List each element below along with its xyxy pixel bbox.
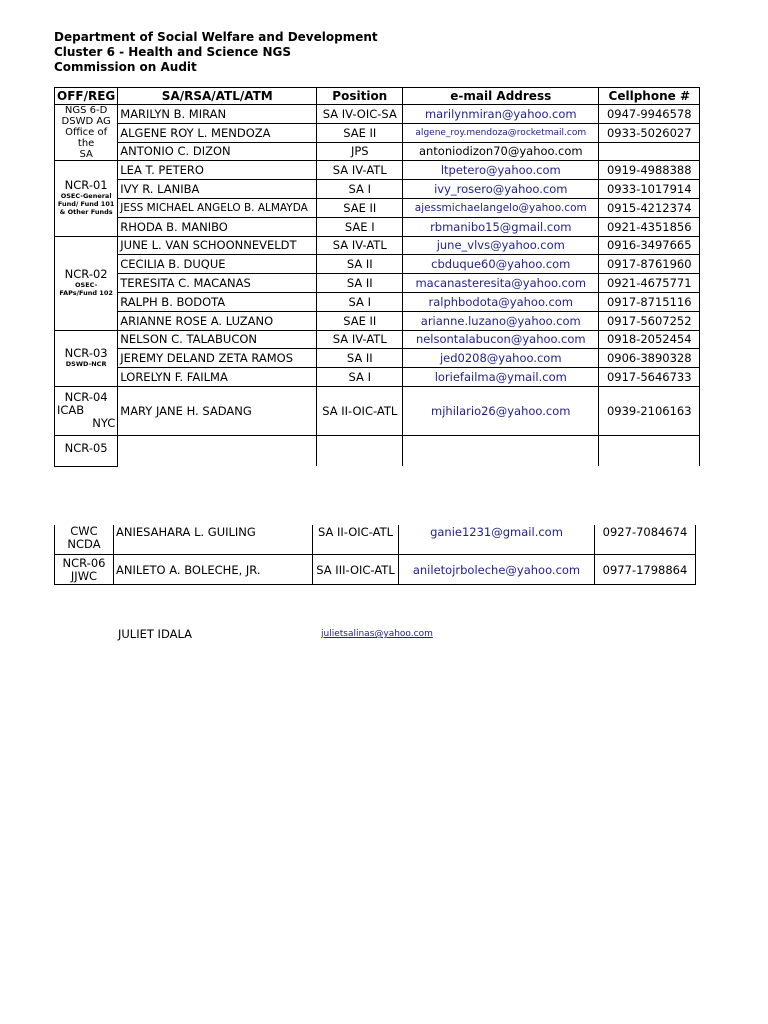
name-cell: ANIESAHARA L. GUILING bbox=[114, 525, 313, 555]
email-cell[interactable]: arianne.luzano@yahoo.com bbox=[403, 311, 599, 330]
office-cell-ngs6d bbox=[55, 105, 118, 161]
commission-title: Commission on Audit bbox=[54, 60, 197, 74]
phone-cell: 0933-1017914 bbox=[599, 180, 700, 199]
position-cell: SA II bbox=[317, 255, 403, 274]
table-row-cutoff bbox=[55, 435, 700, 466]
name-cell: JEREMY DELAND ZETA RAMOS bbox=[118, 349, 317, 368]
office-cell-ncr01 bbox=[55, 161, 118, 236]
table-row bbox=[55, 180, 700, 199]
table-row bbox=[55, 330, 700, 349]
phone-cell: 0917-5646733 bbox=[599, 368, 700, 387]
name-cell: ANILETO A. BOLECHE, JR. bbox=[114, 555, 313, 585]
name-cell: JUNE L. VAN SCHOONNEVELDT bbox=[118, 236, 317, 255]
name-cell: LEA T. PETERO bbox=[118, 161, 317, 180]
position-cell: JPS bbox=[317, 142, 403, 161]
phone-cell: 0916-3497665 bbox=[599, 236, 700, 255]
table-row bbox=[55, 217, 700, 236]
name-cell: CECILIA B. DUQUE bbox=[118, 255, 317, 274]
phone-cell bbox=[599, 142, 700, 161]
email-cell[interactable]: rbmanibo15@gmail.com bbox=[403, 217, 599, 236]
office-line: NYC bbox=[92, 416, 116, 431]
office-code: NCR-01 bbox=[64, 178, 108, 193]
office-line: NGS 6-D bbox=[64, 105, 108, 117]
email-cell[interactable]: macanasteresita@yahoo.com bbox=[403, 274, 599, 293]
directory-table bbox=[54, 87, 700, 467]
col-header-name: SA/RSA/ATL/ATM bbox=[118, 88, 317, 105]
header-row bbox=[55, 88, 700, 105]
table-row bbox=[55, 255, 700, 274]
position-cell: SA I bbox=[317, 368, 403, 387]
email-cell[interactable]: marilynmiran@yahoo.com bbox=[403, 105, 599, 124]
name-cell: ANTONIO C. DIZON bbox=[118, 142, 317, 161]
office-code: NCR-02 bbox=[64, 267, 108, 282]
department-title: Department of Social Welfare and Development bbox=[54, 30, 378, 44]
table-row bbox=[55, 142, 700, 161]
name-cell: RALPH B. BODOTA bbox=[118, 292, 317, 311]
email-cell[interactable]: ralphbodota@yahoo.com bbox=[403, 292, 599, 311]
email-cell[interactable]: aniletojrboleche@yahoo.com bbox=[399, 555, 595, 585]
name-cell: JESS MICHAEL ANGELO B. ALMAYDA bbox=[118, 198, 317, 217]
position-cell: SAE II bbox=[317, 198, 403, 217]
email-cell[interactable]: ajessmichaelangelo@yahoo.com bbox=[403, 198, 599, 217]
office-line: NCDA bbox=[67, 537, 101, 551]
office-cell-ncr02 bbox=[55, 236, 118, 330]
name-cell: RHODA B. MANIBO bbox=[118, 217, 317, 236]
position-cell: SA III-OIC-ATL bbox=[313, 555, 399, 585]
table-row bbox=[55, 198, 700, 217]
col-header-position: Position bbox=[317, 88, 403, 105]
office-cell-ncr03 bbox=[55, 330, 118, 386]
phone-cell: 0917-8761960 bbox=[599, 255, 700, 274]
office-cell-ncr06 bbox=[55, 555, 114, 585]
table-row bbox=[55, 311, 700, 330]
phone-cell: 0915-4212374 bbox=[599, 198, 700, 217]
table-row bbox=[55, 236, 700, 255]
email-cell[interactable]: ivy_rosero@yahoo.com bbox=[403, 180, 599, 199]
email-cell[interactable]: june_vlvs@yahoo.com bbox=[403, 236, 599, 255]
table-row bbox=[55, 368, 700, 387]
phone-cell: 0917-8715116 bbox=[599, 292, 700, 311]
phone-cell: 0918-2052454 bbox=[599, 330, 700, 349]
table-row bbox=[55, 274, 700, 293]
name-cell: IVY R. LANIBA bbox=[118, 180, 317, 199]
table-row bbox=[55, 105, 700, 124]
office-line: NCR-05 bbox=[64, 440, 108, 455]
position-cell: SAE I bbox=[317, 217, 403, 236]
position-cell: SA II-OIC-ATL bbox=[317, 386, 403, 435]
email-cell[interactable]: ganie1231@gmail.com bbox=[399, 525, 595, 555]
office-cell-ncr05 bbox=[55, 435, 118, 466]
name-cell: LORELYN F. FAILMA bbox=[118, 368, 317, 387]
position-cell: SA II-OIC-ATL bbox=[313, 525, 399, 555]
phone-cell: 0919-4988388 bbox=[599, 161, 700, 180]
position-cell: SA IV-ATL bbox=[317, 236, 403, 255]
col-header-phone: Cellphone # bbox=[599, 88, 700, 105]
phone-cell: 0933-5026027 bbox=[599, 123, 700, 142]
name-cell: MARY JANE H. SADANG bbox=[118, 386, 317, 435]
phone-cell: 0927-7084674 bbox=[595, 525, 696, 555]
email-cell[interactable]: cbduque60@yahoo.com bbox=[403, 255, 599, 274]
extra-name: JULIET IDALA bbox=[118, 627, 193, 641]
email-cell[interactable]: antoniodizon70@yahoo.com bbox=[403, 142, 599, 161]
office-subtitle: OSEC-General Fund/ Fund 101 & Other Funds bbox=[57, 192, 115, 217]
position-cell: SA II bbox=[317, 274, 403, 293]
position-cell: SA IV-ATL bbox=[317, 330, 403, 349]
position-cell: SA I bbox=[317, 292, 403, 311]
office-line: DSWD AG bbox=[61, 116, 111, 128]
phone-cell: 0921-4675771 bbox=[599, 274, 700, 293]
office-line: Office of the bbox=[65, 127, 108, 150]
office-subtitle: OSEC-FAPs/Fund 102 bbox=[59, 281, 113, 298]
col-header-office: OFF/REG bbox=[55, 88, 118, 105]
col-header-email: e-mail Address bbox=[403, 88, 599, 105]
office-cell-cwc bbox=[55, 525, 114, 555]
table-row bbox=[55, 525, 696, 555]
position-cell: SA IV-OIC-SA bbox=[317, 105, 403, 124]
office-line: SA bbox=[79, 149, 93, 161]
email-cell[interactable]: algene_roy.mendoza@rocketmail.com bbox=[403, 123, 599, 142]
email-cell[interactable]: mjhilario26@yahoo.com bbox=[403, 386, 599, 435]
office-line: NCR-06 bbox=[62, 555, 106, 570]
position-cell: SAE II bbox=[317, 123, 403, 142]
office-line: CWC bbox=[70, 525, 98, 538]
phone-cell: 0947-9946578 bbox=[599, 105, 700, 124]
office-line: NCR-04 bbox=[64, 390, 108, 405]
email-cell[interactable]: loriefailma@ymail.com bbox=[403, 368, 599, 387]
directory-table-continued bbox=[54, 525, 696, 585]
position-cell: SA IV-ATL bbox=[317, 161, 403, 180]
cluster-title: Cluster 6 - Health and Science NGS bbox=[54, 45, 292, 59]
office-cell-ncr04 bbox=[55, 386, 118, 435]
phone-cell: 0921-4351856 bbox=[599, 217, 700, 236]
office-line: JJWC bbox=[70, 568, 98, 583]
office-line: ICAB bbox=[57, 403, 85, 418]
office-subtitle: DSWD-NCR bbox=[65, 360, 107, 369]
name-cell: ARIANNE ROSE A. LUZANO bbox=[118, 311, 317, 330]
name-cell: TERESITA C. MACANAS bbox=[118, 274, 317, 293]
position-cell: SAE II bbox=[317, 311, 403, 330]
office-code: NCR-03 bbox=[64, 346, 108, 361]
table-row bbox=[55, 292, 700, 311]
email-cell[interactable]: ltpetero@yahoo.com bbox=[403, 161, 599, 180]
table-row bbox=[55, 386, 700, 435]
name-cell: NELSON C. TALABUCON bbox=[118, 330, 317, 349]
phone-cell: 0917-5607252 bbox=[599, 311, 700, 330]
position-cell: SA I bbox=[317, 180, 403, 199]
table-row bbox=[55, 349, 700, 368]
position-cell: SA II bbox=[317, 349, 403, 368]
table-row bbox=[55, 123, 700, 142]
phone-cell: 0906-3890328 bbox=[599, 349, 700, 368]
phone-cell: 0939-2106163 bbox=[599, 386, 700, 435]
extra-email-link[interactable]: julietsalinas@yahoo.com bbox=[321, 629, 433, 639]
email-cell[interactable]: jed0208@yahoo.com bbox=[403, 349, 599, 368]
email-cell[interactable]: nelsontalabucon@yahoo.com bbox=[403, 330, 599, 349]
name-cell: MARILYN B. MIRAN bbox=[118, 105, 317, 124]
phone-cell: 0977-1798864 bbox=[595, 555, 696, 585]
table-row bbox=[55, 555, 696, 585]
name-cell: ALGENE ROY L. MENDOZA bbox=[118, 123, 317, 142]
table-row bbox=[55, 161, 700, 180]
